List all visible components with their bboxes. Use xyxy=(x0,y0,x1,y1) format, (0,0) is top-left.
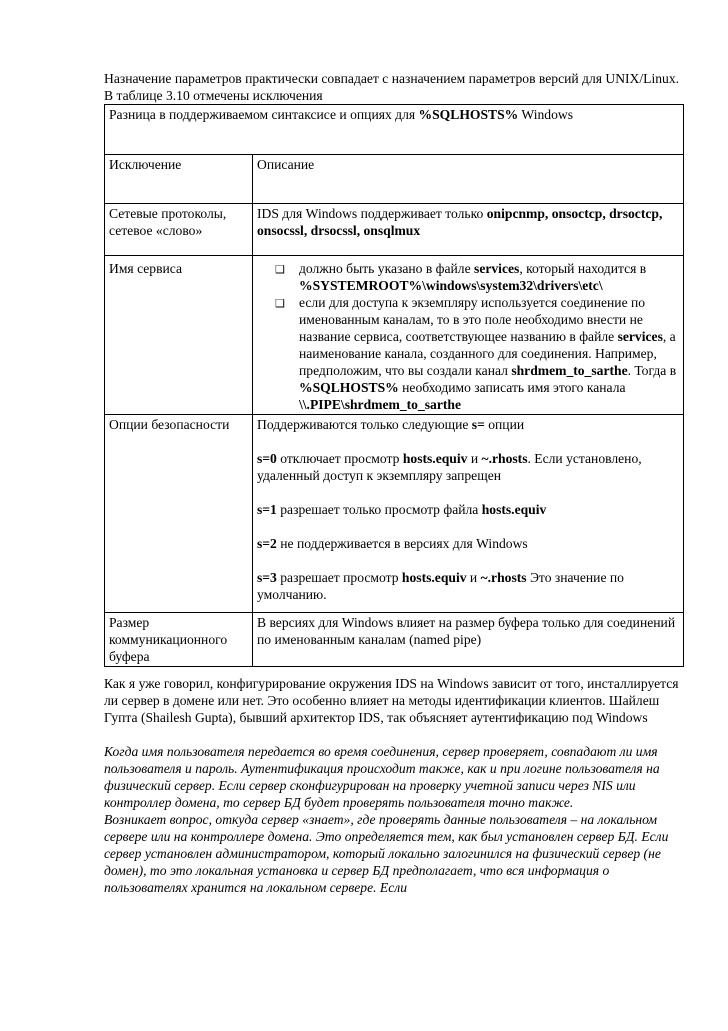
text: опции xyxy=(484,417,525,432)
quote-paragraph-2: Возникает вопрос, откуда сервер «знает», где проверять данные пользователя – на локальном сервере или на контроллере домена. Это определяется тем, как был установлен сервер БД. Если сервер установлен администратором, который локально залогинился на физический сервер (не домен), то это локальная установка и сервер БД предполагает, что вся информация о пользователях хранится на локальном сервере. Если xyxy=(104,812,669,895)
row-desc-protocols xyxy=(253,204,684,256)
table-row xyxy=(105,256,684,415)
option-s1 xyxy=(257,501,679,518)
table-header-row xyxy=(105,155,684,204)
text: . Если установлено, удаленный доступ к экземпляру запрещен xyxy=(257,451,642,483)
checkbox-bullet-icon: ❑ xyxy=(275,298,285,310)
text: , который находится в xyxy=(519,261,647,276)
caption-bold: %SQLHOSTS% xyxy=(418,107,519,122)
bold-text: \\.PIPE\shrdmem_to_sarthe xyxy=(299,397,461,412)
bold-text: hosts.equiv xyxy=(402,451,468,466)
document-page xyxy=(104,70,686,896)
text: разрешает просмотр xyxy=(276,570,402,585)
table-row xyxy=(105,204,684,256)
security-intro xyxy=(257,416,679,433)
bold-text: ~.rhosts xyxy=(481,451,528,466)
text: и xyxy=(467,451,482,466)
table-caption xyxy=(105,105,684,155)
text: Это значение по умолчанию. xyxy=(257,570,624,602)
bold-text: s=2 xyxy=(257,536,277,551)
list-item xyxy=(275,260,679,294)
option-s0 xyxy=(257,450,679,484)
bold-text: ~.rhosts xyxy=(480,570,527,585)
row-label-service: Имя сервиса xyxy=(105,256,253,415)
text: не поддерживается в версиях для Windows xyxy=(276,536,528,551)
quote-paragraph: Когда имя пользователя передается во время соединения, сервер проверяет, совпадают ли имя пользователя и пароль. Аутентификация происходит также, как и при логине пользователя на физический сервер. Если сервер сконфигурирован на проверку учетной записи через NIS или контроллер домена, то сервер БД будет проверять пользователя точно также. xyxy=(104,744,660,810)
bold-text: %SYSTEMROOT%\windows\system32\drivers\etc\ xyxy=(299,278,603,293)
bold-text: services xyxy=(617,329,663,344)
text: разрешает только просмотр файла xyxy=(276,502,482,517)
body-paragraph: Как я уже говорил, конфигурирование окружения IDS на Windows зависит от того, инсталлируется ли сервер в домене или нет. Это особенно влияет на методы идентификации клиентов. Шайлеш Гупта (Shailesh Gupta), бывший архитектор IDS, так объясняет аутентификацию под Windows xyxy=(104,676,679,725)
desc-text: IDS для Windows поддерживает только xyxy=(257,206,487,221)
text: Поддерживаются только следующие xyxy=(257,417,472,432)
row-desc-buffer: В версиях для Windows влияет на размер буфера только для соединений по именованным каналам (named pipe) xyxy=(253,613,684,667)
text: должно быть указано в файле xyxy=(299,261,475,276)
intro-paragraph: Назначение параметров практически совпадает с назначением параметров версий для UNIX/Linux. В таблице 3.10 отмечены исключения xyxy=(104,71,680,103)
bold-text: s= xyxy=(471,417,485,432)
table-caption-row xyxy=(105,105,684,155)
text: , а наименование канала, созданного для соединения. Например, предположим, что вы создали канал xyxy=(299,329,676,378)
bold-text: hosts.equiv xyxy=(481,502,547,517)
bold-text: %SQLHOSTS% xyxy=(299,380,399,395)
text: необходимо записать имя этого канала xyxy=(398,380,626,395)
option-s2 xyxy=(257,535,679,552)
caption-text: Разница в поддерживаемом синтаксисе и опциях для xyxy=(109,107,419,122)
option-s3 xyxy=(257,569,679,603)
row-desc-security xyxy=(253,415,684,613)
exceptions-table xyxy=(104,104,684,667)
col-header-exception: Исключение xyxy=(105,155,253,204)
bold-text: s=3 xyxy=(257,570,277,585)
bold-text: s=0 xyxy=(257,451,277,466)
text: и xyxy=(466,570,481,585)
row-desc-service xyxy=(253,256,684,415)
table-row xyxy=(105,415,684,613)
bold-text: shrdmem_to_sarthe xyxy=(511,363,628,378)
row-label-protocols: Сетевые протоколы, сетевое «слово» xyxy=(105,204,253,256)
text: если для доступа к экземпляру используется соединение по именованным каналам, то в это поле необходимо внести не название сервиса, соответствующее названию в файле xyxy=(299,295,646,344)
caption-suffix: Windows xyxy=(518,107,573,122)
desc-bold: onipcnmp, onsoctcp, drsoctcp, onsocssl, drsocssl, onsqlmux xyxy=(257,206,663,238)
bold-text: services xyxy=(474,261,520,276)
row-label-buffer: Размер коммуникационного буфера xyxy=(105,613,253,667)
text: отключает просмотр xyxy=(276,451,403,466)
text: . Тогда в xyxy=(627,363,677,378)
col-header-description: Описание xyxy=(253,155,684,204)
bullet-list xyxy=(257,260,679,413)
checkbox-bullet-icon: ❑ xyxy=(275,264,285,276)
list-item xyxy=(275,294,679,413)
bold-text: s=1 xyxy=(257,502,277,517)
row-label-security: Опции безопасности xyxy=(105,415,253,613)
table-row xyxy=(105,613,684,667)
bold-text: hosts.equiv xyxy=(401,570,467,585)
